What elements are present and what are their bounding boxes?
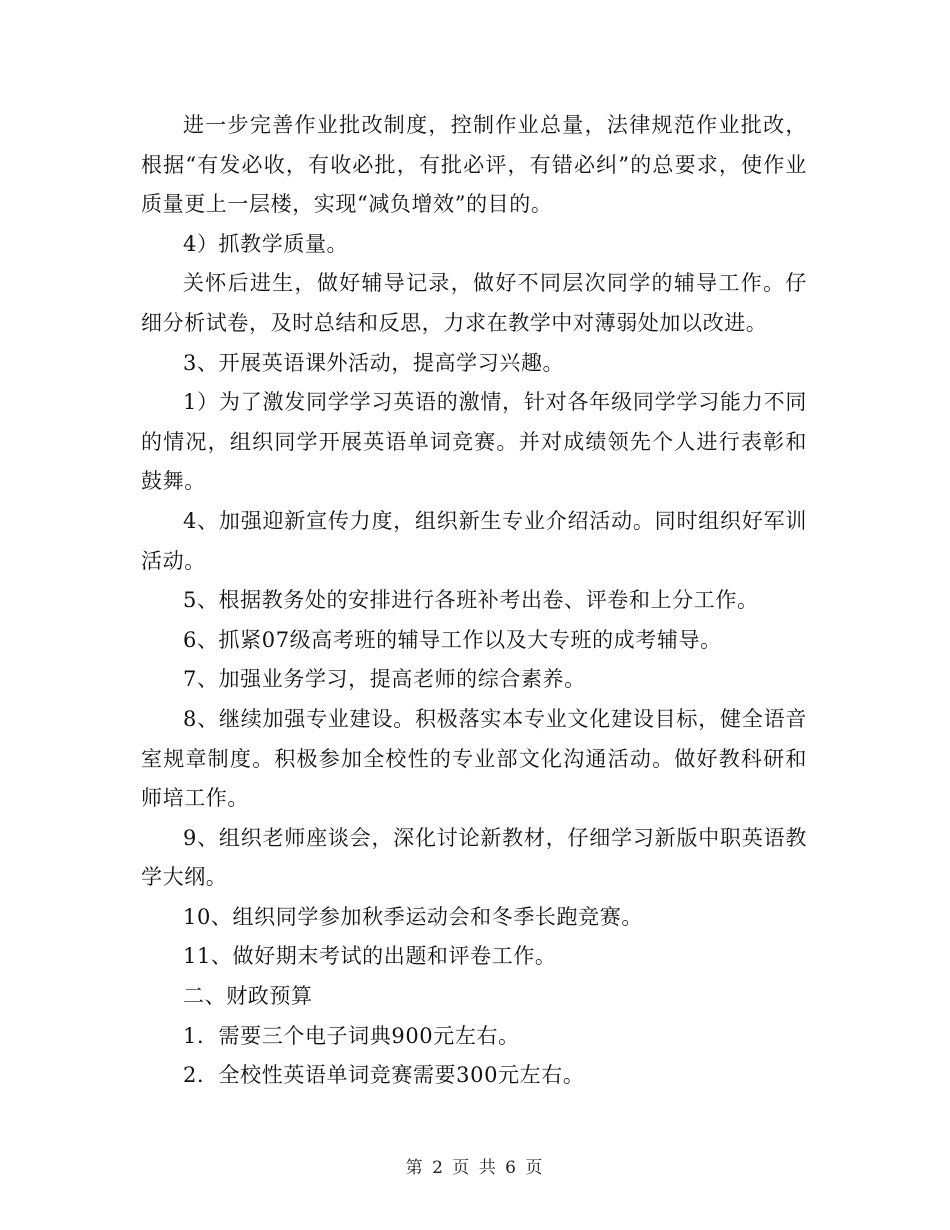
paragraph-word-contest: 1）为了激发同学学习英语的激情，针对各年级同学学习能力不同的情况，组织同学开展英语单词竞赛。并对成绩领先个人进行表彰和鼓舞。: [141, 390, 807, 494]
body-text: [141, 106, 807, 1096]
paragraph-specialty-building: 8、继续加强专业建设。积极落实本专业文化建设目标，健全语音室规章制度。积极参加全校性的专业部文化沟通活动。做好教科研和师培工作。: [141, 706, 807, 811]
budget-item-dictionaries: 1．需要三个电子词典900元左右。: [183, 1023, 520, 1048]
paragraph-orientation: 4、加强迎新宣传力度，组织新生专业介绍活动。同时组织好军训活动。: [141, 508, 807, 573]
paragraph-sports-meet: 10、组织同学参加秋季运动会和冬季长跑竞赛。: [183, 904, 643, 929]
budget-item-word-contest: 2．全校性英语单词竞赛需要300元左右。: [183, 1063, 585, 1088]
paragraph-exam-class: 6、抓紧07级高考班的辅导工作以及大专班的成考辅导。: [183, 627, 722, 652]
paragraph-teacher-forum: 9、组织老师座谈会，深化讨论新教材，仔细学习新版中职英语教学大纲。: [141, 825, 807, 890]
paragraph-final-exam: 11、做好期末考试的出题和评卷工作。: [183, 944, 557, 969]
paragraph-professional-study: 7、加强业务学习，提高老师的综合素养。: [183, 667, 586, 692]
page-number-footer: 第 2 页 共 6 页: [405, 1158, 545, 1178]
paragraph-teaching-quality: 4）抓教学质量。: [183, 231, 349, 256]
section-heading-budget: 二、财政预算: [183, 984, 313, 1009]
paragraph-tutoring: 关怀后进生，做好辅导记录，做好不同层次同学的辅导工作。仔细分析试卷，及时总结和反思，力求在教学中对薄弱处加以改进。: [141, 271, 807, 335]
paragraph-extracurricular: 3、开展英语课外活动，提高学习兴趣。: [183, 350, 565, 375]
paragraph-homework: 进一步完善作业批改制度，控制作业总量，法律规范作业批改，根据“有发必收，有收必批，有批必评，有错必纠”的总要求，使作业质量更上一层楼，实现“减负增效”的目的。: [141, 113, 807, 217]
paragraph-makeup-exam: 5、根据教务处的安排进行各班补考出卷、评卷和上分工作。: [183, 588, 759, 613]
